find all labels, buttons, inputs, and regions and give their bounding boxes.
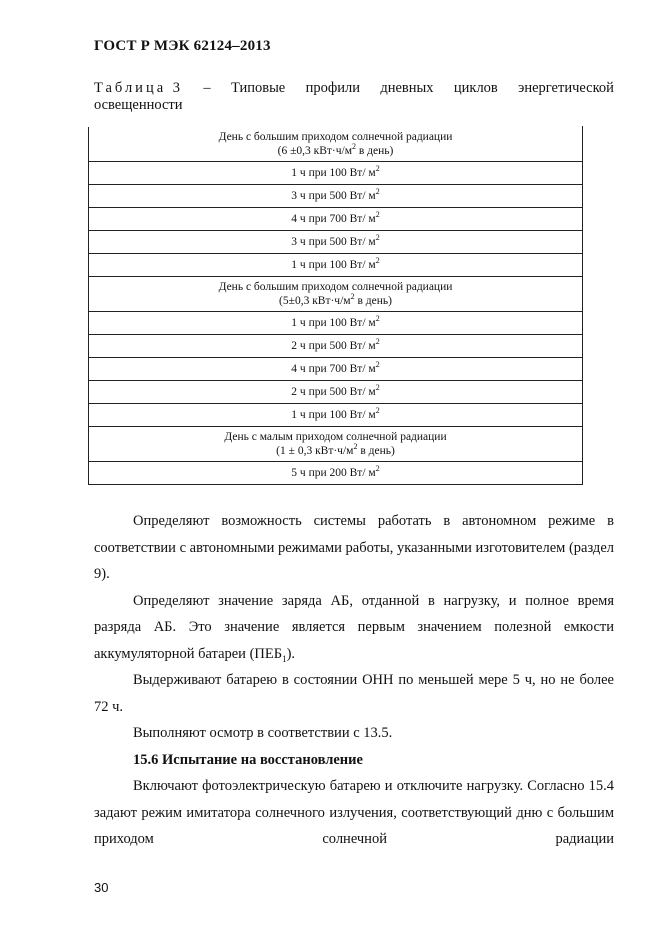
row-text: 1 ч при 100 Вт/ м (291, 167, 376, 179)
caption-end: освещенности (94, 97, 183, 113)
superscript: 2 (375, 383, 380, 392)
daily-total-suffix: в день) (356, 145, 394, 157)
paragraph: Определяют возможность системы работать в автономном режиме в соответствии с автономными режимами работы, указанными изготовителем (раздел 9). (94, 513, 614, 582)
superscript: 2 (352, 142, 356, 151)
table-row (89, 335, 583, 358)
paragraph-text: Определяют значение заряда АБ, отданной в нагрузку, и полное время разряда АБ. Это значение является первым значением полезной емкости аккумуляторной батареи (ПЕБ (94, 592, 614, 662)
superscript: 2 (375, 256, 380, 265)
paragraph: Включают фотоэлектрическую батарею и отключите нагрузку. Согласно 15.4 задают режим имитатора солнечного излучения, соответствующий дню с большим приходом солнечной радиации (94, 778, 614, 847)
superscript: 2 (375, 210, 380, 219)
row-text: 2 ч при 500 Вт/ м (291, 386, 376, 398)
document-header: ГОСТ Р МЭК 62124–2013 (94, 38, 271, 54)
paragraph-text-end: ). (286, 645, 296, 662)
caption-dash: – (203, 80, 211, 96)
superscript: 2 (375, 187, 380, 196)
body-text (94, 508, 614, 853)
superscript: 2 (375, 360, 380, 369)
subscript: 1 (282, 653, 287, 664)
table-row (89, 381, 583, 404)
caption-word: дневных (380, 80, 434, 96)
caption-word: профили (305, 80, 361, 96)
superscript: 2 (353, 442, 358, 451)
daily-total-text: (1 ± 0,3 кВт·ч/м (276, 445, 354, 457)
row-text: 2 ч при 500 Вт/ м (291, 340, 376, 352)
table-row (89, 208, 583, 231)
table-row (89, 162, 583, 185)
row-text: 1 ч при 100 Вт/ м (291, 317, 376, 329)
section-heading-text: День с большим приходом солнечной радиации (218, 281, 453, 293)
row-text: 3 ч при 500 Вт/ м (291, 236, 376, 248)
caption-word: энергетической (518, 80, 614, 96)
table-row (89, 312, 583, 335)
caption-word: циклов (453, 80, 498, 96)
table-row (89, 462, 583, 485)
daily-total-suffix: в день) (357, 445, 395, 457)
table-section-heading (89, 127, 583, 162)
row-text: 1 ч при 100 Вт/ м (291, 259, 376, 271)
table-section-heading (89, 427, 583, 462)
row-text: 4 ч при 700 Вт/ м (291, 213, 376, 225)
section-heading-text: День с большим приходом солнечной радиации (218, 131, 453, 143)
daily-total-text: (5±0,3 кВт·ч/м (279, 295, 351, 307)
page-number: 30 (94, 880, 109, 895)
irradiance-profile-table (88, 126, 583, 485)
superscript: 2 (350, 292, 355, 301)
paragraph: Выдерживают батарею в состоянии ОНН по меньшей мере 5 ч, но не более 72 ч. (94, 672, 614, 715)
superscript: 2 (375, 314, 380, 323)
superscript: 2 (375, 406, 380, 415)
superscript: 2 (375, 337, 380, 346)
row-text: 4 ч при 700 Вт/ м (291, 363, 376, 375)
paragraph (94, 588, 614, 668)
caption-word: Типовые (230, 80, 286, 96)
table-row (89, 358, 583, 381)
table-caption (94, 80, 614, 114)
row-text: 5 ч при 200 Вт/ м (291, 467, 376, 479)
table-label: Таблица 3 (94, 80, 184, 96)
daily-total-text: (6 ±0,3 кВт·ч/м (277, 145, 352, 157)
superscript: 2 (375, 464, 380, 473)
row-text: 3 ч при 500 Вт/ м (291, 190, 376, 202)
table-section-heading (89, 277, 583, 312)
section-heading: 15.6 Испытание на восстановление (133, 751, 363, 768)
table-row (89, 404, 583, 427)
daily-total-suffix: в день) (354, 295, 392, 307)
paragraph: Выполняют осмотр в соответствии с 13.5. (133, 725, 393, 741)
table-row (89, 185, 583, 208)
superscript: 2 (375, 233, 380, 242)
superscript: 2 (375, 164, 380, 173)
table-row (89, 231, 583, 254)
table-row (89, 254, 583, 277)
row-text: 1 ч при 100 Вт/ м (291, 409, 376, 421)
section-heading-text: День с малым приходом солнечной радиации (224, 431, 447, 443)
